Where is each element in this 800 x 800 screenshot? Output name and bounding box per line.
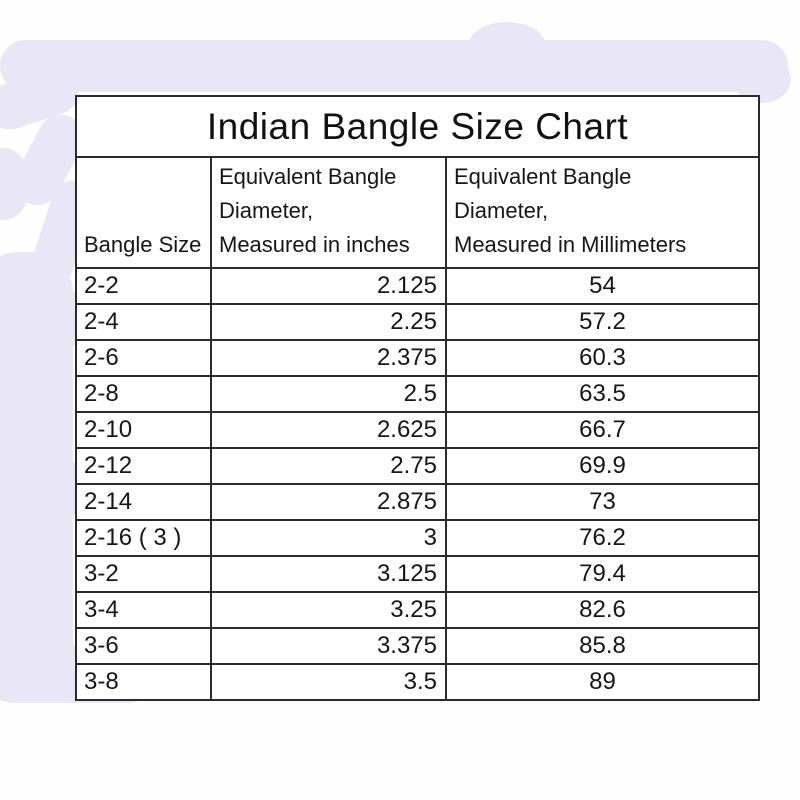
title-row [76,96,759,157]
header-line: Diameter, [454,198,549,223]
cell-inches: 3 [211,520,446,556]
cell-inches: 2.625 [211,412,446,448]
page-title: Indian Bangle Size Chart [76,96,759,157]
cell-inches: 2.75 [211,448,446,484]
watermark-top-bump [468,22,546,70]
table-row [76,592,759,628]
cell-millimeters: 66.7 [446,412,759,448]
cell-bangle-size: 3-6 [76,628,211,664]
table-row [76,448,759,484]
cell-inches: 2.25 [211,304,446,340]
cell-millimeters: 54 [446,268,759,304]
column-header-inches [211,157,446,268]
cell-bangle-size: 3-4 [76,592,211,628]
cell-inches: 3.5 [211,664,446,700]
cell-inches: 3.125 [211,556,446,592]
column-header-millimeters [446,157,759,268]
cell-millimeters: 63.5 [446,376,759,412]
cell-millimeters: 73 [446,484,759,520]
table-row [76,484,759,520]
cell-inches: 2.5 [211,376,446,412]
cell-bangle-size: 2-2 [76,268,211,304]
header-line: Equivalent Bangle [219,164,397,189]
cell-millimeters: 85.8 [446,628,759,664]
cell-millimeters: 69.9 [446,448,759,484]
header-line: Measured in inches [219,232,410,257]
cell-millimeters: 60.3 [446,340,759,376]
cell-inches: 2.125 [211,268,446,304]
table-row [76,556,759,592]
cell-millimeters: 76.2 [446,520,759,556]
header-line: Measured in Millimeters [454,232,687,257]
cell-millimeters: 57.2 [446,304,759,340]
table-row [76,304,759,340]
table-row [76,664,759,700]
cell-bangle-size: 2-8 [76,376,211,412]
watermark-top-band [0,40,788,92]
cell-bangle-size: 3-2 [76,556,211,592]
header-line: Equivalent Bangle [454,164,632,189]
header-line: Diameter, [219,198,314,223]
table-row [76,628,759,664]
cell-inches: 2.375 [211,340,446,376]
bangle-size-table [75,95,760,701]
table-row [76,376,759,412]
cell-bangle-size: 2-12 [76,448,211,484]
header-row [76,157,759,268]
cell-inches: 3.25 [211,592,446,628]
column-header-bangle-size [76,157,211,268]
cell-millimeters: 89 [446,664,759,700]
header-line: Bangle Size [84,232,202,257]
cell-bangle-size: 2-10 [76,412,211,448]
table-row [76,268,759,304]
cell-millimeters: 79.4 [446,556,759,592]
table-row [76,340,759,376]
cell-bangle-size: 2-16 ( 3 ) [76,520,211,556]
cell-bangle-size: 3-8 [76,664,211,700]
cell-bangle-size: 2-14 [76,484,211,520]
table-row [76,520,759,556]
cell-inches: 3.375 [211,628,446,664]
cell-millimeters: 82.6 [446,592,759,628]
cell-bangle-size: 2-4 [76,304,211,340]
cell-inches: 2.875 [211,484,446,520]
table-row [76,412,759,448]
cell-bangle-size: 2-6 [76,340,211,376]
